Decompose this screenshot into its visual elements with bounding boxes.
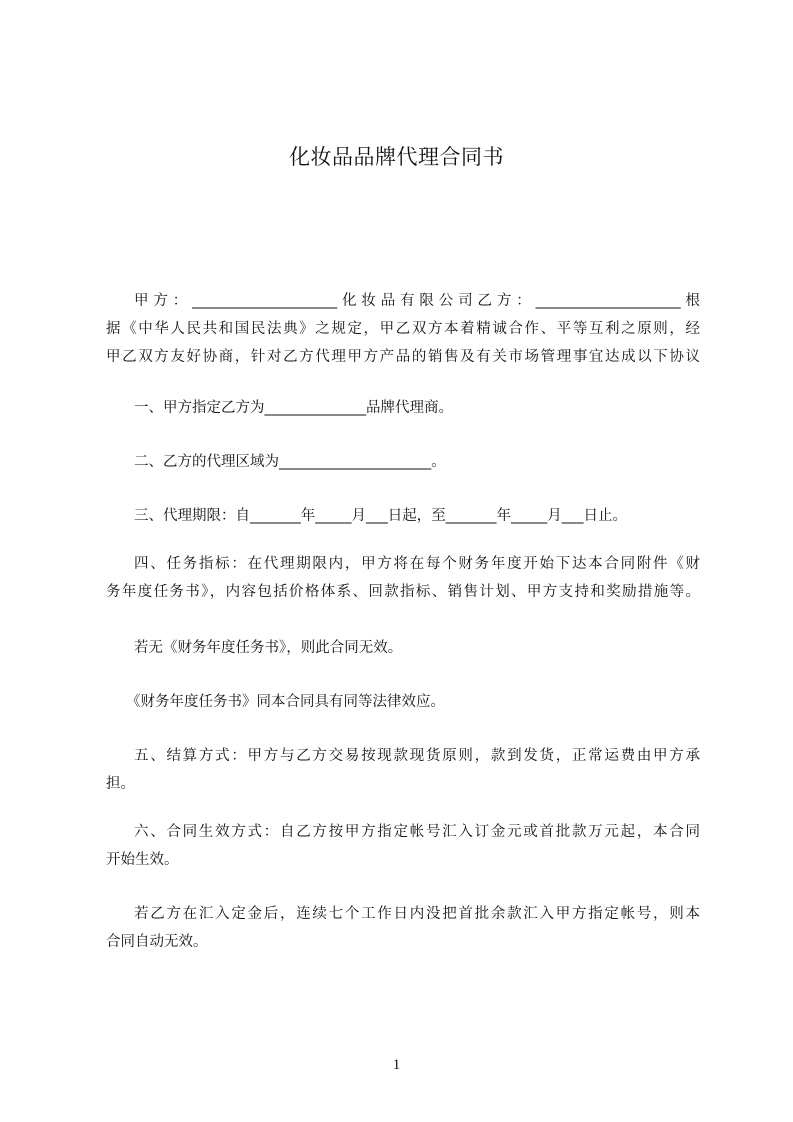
clause-5-paragraph [106,742,700,798]
clause-2-paragraph [106,448,700,476]
clause-6-note-line-1: 若乙方在汇入定金后，连续七个工作日内没把首批余款汇入甲方指定帐号，则本 [134,906,700,922]
preamble-line-3: 甲乙双方友好协商，针对乙方代理甲方产品的销售及有关市场管理事宜达成以下协议 [106,349,700,365]
document-title: 化妆品品牌代理合同书 [289,145,504,169]
page-number: 1 [392,1057,401,1073]
clause-4-line-2: 务年度任务书》，内容包括价格体系、回款指标、销售计划、甲方支持和奖励措施等。 [106,584,700,600]
clause-6-line-1: 六、合同生效方式：自乙方按甲方指定帐号汇入订金元或首批款万元起，本合同 [134,824,700,840]
clause-4-note-2 [106,688,700,716]
preamble-line-2: 据《中华人民共和国民法典》之规定，甲乙双方本着精诚合作、平等互利之原则，经 [106,321,700,337]
preamble-line-1: 甲方：____________________化妆品有限公司乙方：____________________根 [134,293,700,309]
clause-6-line-2: 开始生效。 [106,852,179,868]
clause-5-line-2: 担。 [106,776,135,792]
clause-4-note-2-text: 《财务年度任务书》同本合同具有同等法律效应。 [126,694,445,710]
clause-4-paragraph [106,550,700,606]
clause-1-paragraph [106,394,700,422]
clause-2-text: 二、乙方的代理区域为_____________________。 [134,454,446,470]
clause-4-note-1-text: 若无《财务年度任务书》，则此合同无效。 [134,640,403,656]
clause-4-line-1: 四、任务指标：在代理期限内，甲方将在每个财务年度开始下达本合同附件《财 [134,556,700,572]
preamble-paragraph [106,287,700,371]
clause-5-line-1: 五、结算方式：甲方与乙方交易按现款现货原则，款到发货，正常运费由甲方承 [134,748,700,764]
clause-3-paragraph [106,502,700,530]
clause-6-note-line-2: 合同自动无效。 [106,934,208,950]
clause-3-text: 三、代理期限：自_______年_____月___日起，至_______年_____月___日止。 [134,508,627,524]
clause-6-paragraph [106,818,700,874]
clause-6-note-paragraph [106,900,700,956]
clause-4-note-1 [106,634,700,662]
clause-1-text: 一、甲方指定乙方为______________品牌代理商。 [134,400,453,416]
